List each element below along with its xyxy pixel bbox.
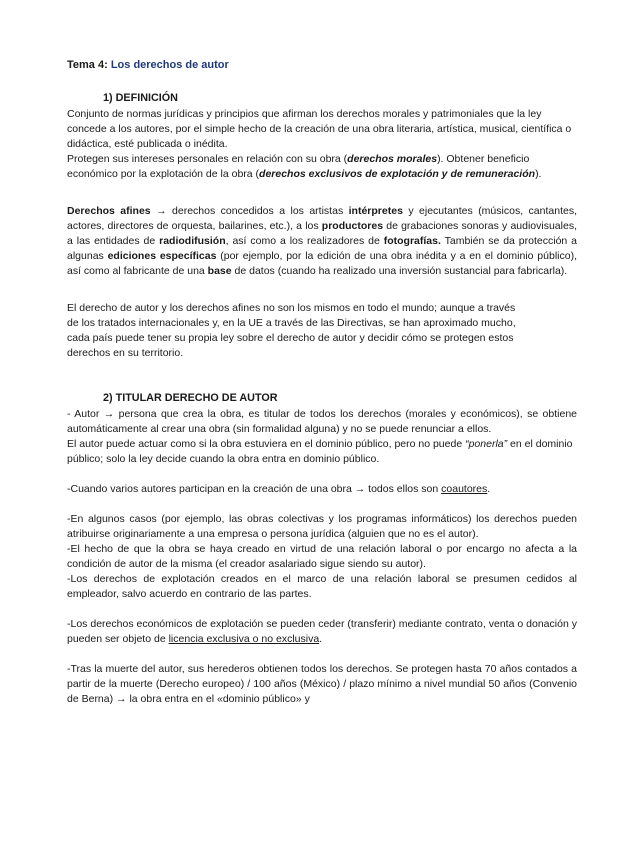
document-title [67, 58, 577, 73]
after-death-paragraph: -Tras la muerte del autor, sus herederos obtienen todos los derechos. Se protegen hasta 70 años contados a partir de la muerte (Derecho europeo) / 100 años (México) / plazo mínimo a nivel mundial 50 años (Convenio de Berna) → la obra entra en el «dominio público» y [67, 663, 577, 705]
employment-paragraph: -El hecho de que la obra se haya creado en virtud de una relación laboral o por encargo no afecta a la condición de autor de la misma (el creador asalariado sigue siendo su autor). [67, 543, 577, 570]
author-paragraph: - Autor → persona que crea la obra, es titular de todos los derechos (morales y económicos), se obtiene automáticamente al crear una obra (sin formalidad alguna) y no se puede renunciar a ellos. [67, 408, 577, 435]
related-rights-term: Derechos afines [67, 205, 151, 217]
interests-paragraph: Protegen sus intereses personales en relación con su obra (derechos morales). Obtener beneficio económico por la explotación de la obra (derechos exclusivos de explotación y de remuneración). [67, 153, 542, 180]
section-heading-titular: 2) TITULAR DERECHO DE AUTOR [103, 392, 278, 404]
international-paragraph: El derecho de autor y los derechos afines no son los mismos en todo el mundo; aunque a través de los tratados internacionales y, en la UE a través de las Directivas, se han aproximado mucho, cada país puede tener su propia ley sobre el derecho de autor y decidir cómo se protegen estos derechos en su territorio. [67, 302, 516, 359]
license-term: licencia exclusiva o no exclusiva [168, 633, 320, 645]
public-domain-paragraph: El autor puede actuar como si la obra estuviera en el dominio público, pero no puede “ponerla” en el dominio público; solo la ley decide cuando la obra entra en dominio público. [67, 438, 573, 465]
exploitation-rights-term: derechos exclusivos de explotación y de remuneración [259, 168, 536, 180]
moral-rights-term: derechos morales [347, 153, 438, 165]
related-rights-paragraph: Derechos afines → derechos concedidos a los artistas intérpretes y ejecutantes (músicos, cantantes, actores, directores de orquesta, bailarines, etc.), a los productores de grabaciones sonoras y audiovisuales, a las entidades de radiodifusión, así como a los realizadores de fotografías. También se da protección a algunas ediciones específicas (por ejemplo, por la edición de una obra inédita y a en el dominio público), así como al fabricante de una base de datos (cuando ha realizado una inversión sustancial para fabricarla). [67, 205, 578, 277]
coauthors-paragraph: -Cuando varios autores participan en la creación de una obra → todos ellos son coautores. [67, 483, 491, 495]
title-label: Tema 4: [67, 59, 108, 71]
transfer-paragraph: -Los derechos económicos de explotación se pueden ceder (transferir) mediante contrato, venta o donación y pueden ser objeto de licencia exclusiva o no exclusiva. [67, 618, 577, 645]
collective-works-paragraph: -En algunos casos (por ejemplo, las obras colectivas y los programas informáticos) los derechos pueden atribuirse originariamente a una empresa o persona jurídica (alguien que no es el autor). [67, 513, 577, 540]
title-topic: Los derechos de autor [110, 59, 229, 71]
definition-paragraph: Conjunto de normas jurídicas y principios que afirman los derechos morales y patrimoniales que la ley concede a los autores, por el simple hecho de la creación de una obra literaria, artística, musical, científica o didáctica, esté publicada o inédita. [67, 108, 572, 150]
employer-rights-paragraph: -Los derechos de explotación creados en el marco de una relación laboral se presumen cedidos al empleador, salvo acuerdo en contrario de las partes. [67, 573, 577, 600]
section-heading-definicion: 1) DEFINICIÓN [103, 92, 178, 104]
coauthors-term: coautores [441, 483, 488, 495]
